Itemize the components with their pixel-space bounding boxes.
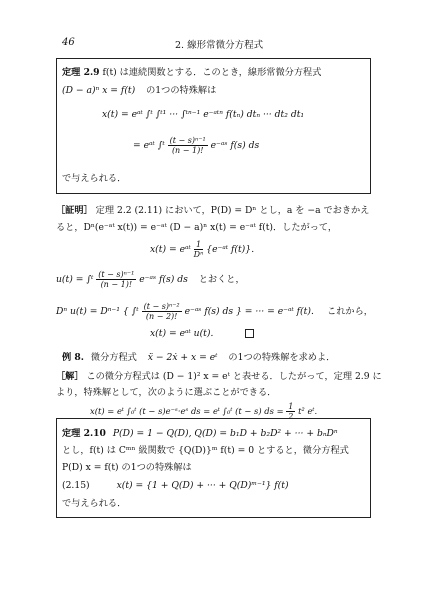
solution-eq: x(t) = eᵗ ∫₀ᵗ (t − s)e⁻ˢ·eˢ ds = eᵗ ∫₀ᵗ (t − s) ds = $\frac{1}{2}$ t² eᵗ. (90, 402, 318, 421)
theorem-2-10-formula: (2.15) x(t) = {1 + Q(D) + ··· + Q(D)ᵐ⁻¹} f(t) (62, 480, 289, 491)
theorem-2-9-formula1: x(t) = eᵃᵗ ∫ᵗ ∫ᵗ¹ ··· ∫ᵗⁿ⁻¹ e⁻ᵃᵗⁿ f(tₙ) dtₙ ··· dt₂ dt₁ (102, 109, 305, 120)
qed-mark (245, 329, 254, 338)
fraction: $\frac{1}{2}$ (288, 402, 294, 421)
theorem-2-10-line2: とし，f(t) は Cᵐⁿ 級関数で {Q(D)}ᵐ f(t) = 0 とすると，微分方程式 (62, 445, 349, 456)
theorem-2-10-closing: で与えられる． (62, 498, 127, 509)
proof-line1: ［証明］ 定理 2.2 (2.11) において，P(D) = Dⁿ とし，a を −a でおきかえ (56, 205, 370, 216)
page-number: 46 (62, 37, 75, 48)
proof-eq2: u(t) = ∫ᵗ $\frac{\text{(t − s)ⁿ⁻¹}}{(n - 1)!}$ e⁻ᵃˢ f(s) ds とおくと， (56, 270, 245, 289)
theorem-2-9-formula2: = eᵃᵗ ∫ᵗ $\frac{\text{(t − s)ⁿ⁻¹}}{(n - 1)!}$ e⁻ᵃˢ f(s) ds (133, 136, 260, 155)
example-8: 例 8. 微分方程式 ẍ − 2ẋ + x = eᵗ の1つの特殊解を求めよ． (62, 352, 336, 363)
solution-line1: ［解］ この微分方程式は (D − 1)² x = eᵗ と表せる．したがって，定理 2.9 に (56, 371, 382, 382)
solution-line2: より，特殊解として，次のように選ぶことができる． (56, 387, 277, 398)
proof-eq3: Dⁿ u(t) = Dⁿ⁻¹ { ∫ᵗ $\frac{\text{(t − s)ⁿ⁻²}}{(n - 2)!}$ e⁻ᵃˢ f(s) ds } = ··· = e⁻ᵃᵗ f(t)． これから， (56, 302, 373, 321)
fraction: $\frac{\text{(t − s)ⁿ⁻¹}}{(n - 1)!}$ (169, 136, 206, 155)
chapter-title: 2. 線形常微分方程式 (175, 40, 264, 51)
theorem-2-9-label: 定理 2.9 (62, 67, 100, 78)
theorem-2-9-closing: で与えられる． (62, 173, 127, 184)
theorem-2-10-label: 定理 2.10 (62, 428, 106, 439)
solution-label: ［解］ (56, 371, 84, 382)
fraction: $\frac{1}{\text{Dⁿ}}$ (193, 240, 204, 259)
theorem-2-9-line2: (D − a)ⁿ x = f(t) の1つの特殊解は (62, 85, 217, 96)
fraction: $\frac{\text{(t − s)ⁿ⁻¹}}{(n - 1)!}$ (98, 270, 135, 289)
example-8-label: 例 8. (62, 352, 84, 363)
equation-number: (2.15) (62, 480, 90, 491)
proof-label: ［証明］ (56, 205, 93, 216)
proof-eq4: x(t) = eᵃᵗ u(t)． (150, 327, 254, 340)
theorem-2-9-line1: 定理 2.9 f(t) は連続関数とする．このとき，線形常微分方程式 (62, 67, 322, 78)
theorem-2-10-line1: 定理 2.10 P(D) = 1 − Q(D), Q(D) = b₁D + b₂D² + ··· + bₙDⁿ (62, 428, 338, 439)
theorem-2-10-line3: P(D) x = f(t) の1つの特殊解は (62, 462, 192, 473)
proof-line2: ると，Dⁿ(e⁻ᵃᵗ x(t)) = e⁻ᵃᵗ (D − a)ⁿ x(t) = e⁻ᵃᵗ f(t)．したがって， (56, 222, 338, 233)
fraction: $\frac{\text{(t − s)ⁿ⁻²}}{(n - 2)!}$ (143, 302, 180, 321)
proof-eq1: x(t) = eᵃᵗ $\frac{1}{\text{Dⁿ}}$ {e⁻ᵃᵗ f(t)}． (150, 240, 261, 259)
